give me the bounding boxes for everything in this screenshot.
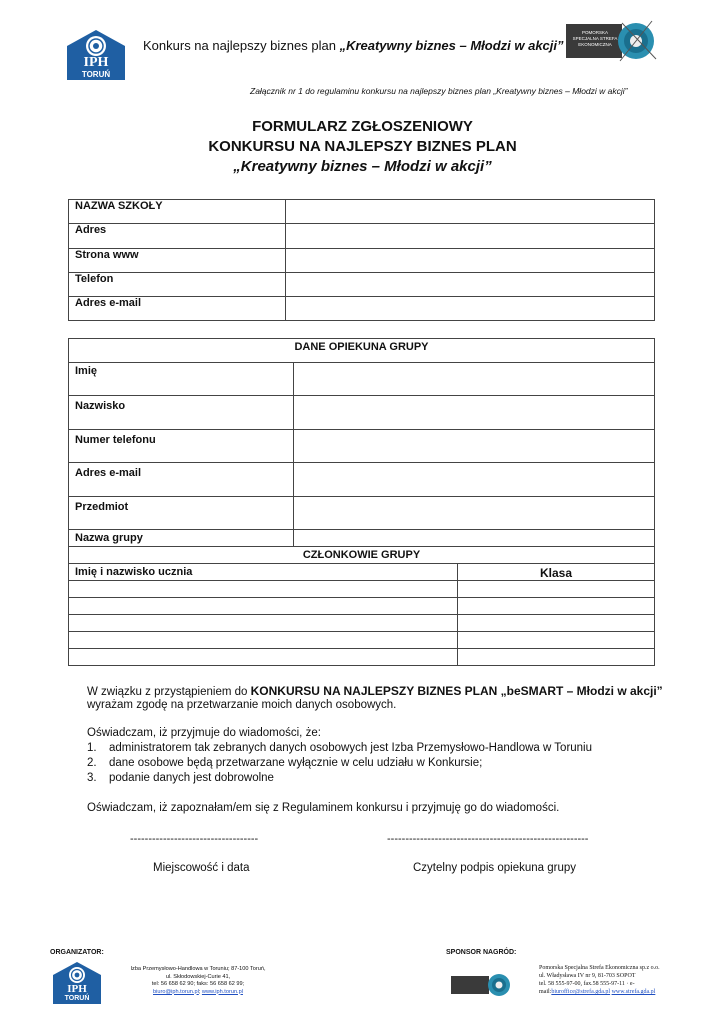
- consent-line-1: W związku z przystąpieniem do KONKURSU NA NAJLEPSZY BIZNES PLAN „beSMART – Młodzi w akcji”: [87, 684, 663, 698]
- sponsor-label: SPONSOR NAGRÓD:: [446, 949, 517, 956]
- guardian-last-name-field[interactable]: [294, 396, 655, 430]
- sponsor-email-link[interactable]: biuroffice@strefa.gda.pl: [551, 989, 611, 995]
- table-row: [69, 363, 655, 396]
- consent-line-2: wyrażam zgodę na przetwarzanie moich danych osobowych.: [87, 699, 397, 711]
- iph-logo-footer-city: TORUŃ: [64, 995, 90, 1002]
- guardian-subject-field[interactable]: [294, 497, 655, 530]
- table-row: [69, 224, 655, 249]
- group-name-field[interactable]: [294, 530, 655, 547]
- sponsor-address: Pomorska Specjalna Strefa Ekonomiczna sp.z o.o. ul. Władysława IV nr 9, 81-703 SOPOT tel. 58 555-97-00, fax.58 555-97-11 · e- mail:biuroffice@strefa.gda.pl www.strefa.gda.pl: [539, 965, 660, 995]
- table-row: [69, 463, 655, 497]
- table-row: [69, 530, 655, 547]
- table-row: [69, 564, 655, 581]
- table-row: [69, 581, 655, 598]
- iph-logo-city: TORUŃ: [81, 70, 111, 79]
- table-row: [69, 273, 655, 297]
- form-subtitle: KONKURSU NA NAJLEPSZY BIZNES PLAN: [208, 138, 517, 155]
- table-row: [69, 497, 655, 530]
- regulation-declaration: Oświadczam, iż zapoznałam/em się z Regulaminem konkursu i przyjmuję go do wiadomości.: [87, 802, 560, 814]
- student-class-field[interactable]: [458, 598, 655, 615]
- sponsor-www-link[interactable]: www.strefa.gda.pl: [611, 989, 656, 995]
- table-row: [69, 249, 655, 273]
- school-www-field[interactable]: [286, 249, 655, 273]
- pse-logo-footer-graphic: [451, 972, 517, 998]
- school-table: [68, 199, 655, 321]
- signature-label: Czytelny podpis opiekuna grupy: [413, 862, 577, 874]
- attachment-note: Załącznik nr 1 do regulaminu konkursu na najlepszy biznes plan „Kreatywny biznes – Młodzi w akcji”: [250, 86, 628, 96]
- school-email-label: Adres e-mail: [69, 297, 286, 321]
- iph-logo: [67, 30, 125, 80]
- organizer-email-link[interactable]: biuro@iph.torun.pl: [153, 988, 199, 995]
- student-name-field[interactable]: [69, 581, 458, 598]
- form-title: FORMULARZ ZGŁOSZENIOWY: [252, 118, 473, 135]
- school-name-field[interactable]: [286, 200, 655, 224]
- school-name-label: NAZWA SZKOŁY: [69, 200, 286, 224]
- iph-logo-footer-text: IPH: [67, 983, 87, 995]
- table-row: [69, 598, 655, 615]
- guardian-email-label: Adres e-mail: [69, 463, 294, 497]
- organizer-www-link[interactable]: www.iph.torun.pl: [201, 988, 243, 995]
- school-www-label: Strona www: [69, 249, 286, 273]
- guardian-first-name-field[interactable]: [294, 363, 655, 396]
- header-contest-title: Konkurs na najlepszy biznes plan „Kreatywny biznes – Młodzi w akcji”: [143, 38, 564, 53]
- school-email-field[interactable]: [286, 297, 655, 321]
- group-name-label: Nazwa grupy: [69, 530, 294, 547]
- table-row: [69, 339, 655, 363]
- guardian-subject-label: Przedmiot: [69, 497, 294, 530]
- place-date-label: Miejscowość i data: [153, 862, 250, 874]
- school-address-field[interactable]: [286, 224, 655, 249]
- pse-logo-footer: [451, 972, 517, 998]
- iph-logo-text: IPH: [83, 55, 109, 70]
- school-phone-field[interactable]: [286, 273, 655, 297]
- place-date-line: -----------------------------------: [130, 833, 259, 845]
- form-contest-name: „Kreatywny biznes – Młodzi w akcji”: [233, 158, 492, 175]
- list-item: 1. administratorem tak zebranych danych osobowych jest Izba Przemysłowo-Handlowa w Toruniu: [87, 742, 593, 754]
- student-class-field[interactable]: [458, 615, 655, 632]
- student-name-field[interactable]: [69, 598, 458, 615]
- list-item: 3. podanie danych jest dobrowolne: [87, 772, 274, 784]
- organizer-label: ORGANIZATOR:: [50, 949, 104, 956]
- guardian-phone-label: Numer telefonu: [69, 430, 294, 463]
- pse-logo-text: POMORSKA SPECJALNA STREFA EKONOMICZNA: [572, 30, 618, 47]
- table-row: [69, 547, 655, 564]
- student-name-field[interactable]: [69, 632, 458, 649]
- student-name-field[interactable]: [69, 615, 458, 632]
- organizer-address: Izba Przemysłowo-Handlowa w Toruniu; 87-100 Toruń, ul. Skłodowskiej-Curie 41, tel: 56 658 62 90; faks: 56 658 62 99; biuro@iph.torun.pl; www.iph.torun.pl: [130, 966, 266, 995]
- guardian-table: [68, 338, 655, 666]
- student-class-field[interactable]: [458, 632, 655, 649]
- iph-logo-footer: [53, 962, 101, 1004]
- table-row: [69, 430, 655, 463]
- pse-logo-header: [566, 18, 662, 64]
- school-address-label: Adres: [69, 224, 286, 249]
- student-name-field[interactable]: [69, 649, 458, 666]
- table-row: [69, 396, 655, 430]
- guardian-phone-field[interactable]: [294, 430, 655, 463]
- guardian-heading: DANE OPIEKUNA GRUPY: [69, 339, 655, 363]
- signature-line: -------------------------------------------------------: [387, 833, 589, 845]
- guardian-first-name-label: Imię: [69, 363, 294, 396]
- guardian-email-field[interactable]: [294, 463, 655, 497]
- student-class-field[interactable]: [458, 649, 655, 666]
- table-row: [69, 297, 655, 321]
- table-row: [69, 200, 655, 224]
- members-heading: CZŁONKOWIE GRUPY: [69, 547, 655, 564]
- student-class-field[interactable]: [458, 581, 655, 598]
- guardian-last-name-label: Nazwisko: [69, 396, 294, 430]
- declaration-intro: Oświadczam, iż przyjmuje do wiadomości, że:: [87, 727, 321, 739]
- table-row: [69, 615, 655, 632]
- school-phone-label: Telefon: [69, 273, 286, 297]
- student-name-column-header: Imię i nazwisko ucznia: [69, 564, 458, 581]
- table-row: [69, 649, 655, 666]
- list-item: 2. dane osobowe będą przetwarzane wyłącznie w celu udziału w Konkursie;: [87, 757, 483, 769]
- class-column-header: Klasa: [458, 564, 655, 581]
- table-row: [69, 632, 655, 649]
